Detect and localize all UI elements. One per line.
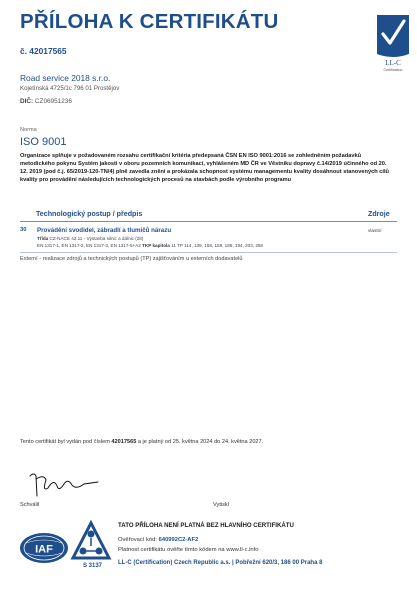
row-source: vlastní [368, 228, 382, 233]
norm-value: ISO 9001 [20, 136, 67, 148]
cai-number: S 3137 [83, 563, 103, 569]
validity-prefix: Tento certifikát byl vydán pod číslem [20, 439, 110, 445]
row-standards-rest: 11 TP 114, 139, 158, 159, 186, 194, 203, 258 [171, 243, 263, 248]
table-row [20, 226, 397, 258]
signature [24, 470, 104, 502]
logo-subtext: Certification [383, 68, 403, 72]
company-address: Kojetínská 4725/1c 796 01 Prostějov [20, 85, 120, 92]
iaf-text: IAF [35, 543, 53, 556]
certificate-number: č. 42017565 [20, 46, 67, 56]
validity-number: 42017565 [111, 439, 137, 445]
row-class-label: Třída [37, 236, 49, 241]
validity-statement [20, 439, 263, 445]
row-class [37, 236, 143, 241]
row-class-value: CZ-NACE 42.11 - Výstavba silnic a dálnic (28) [49, 236, 144, 241]
company-dic [20, 98, 72, 105]
dic-value: CZ06951236 [34, 98, 72, 105]
dic-label: DIČ: [20, 98, 34, 105]
iaf-logo [18, 531, 70, 565]
verify-label: Ověřovací kód: [118, 537, 157, 543]
llc-logo [374, 12, 412, 74]
table-header [20, 208, 397, 222]
footer-verify-code [118, 537, 198, 543]
column-source: Zdroje [368, 210, 390, 218]
issued-label: Vytiskl [213, 502, 229, 508]
logo-text: LL-C [385, 59, 401, 67]
approved-label: Schválil [20, 502, 40, 508]
row-standards-prefix: EN 1317-1, EN 1317-2, EN 1317-3, EN 1317-5+A2 [37, 243, 141, 248]
verify-code: 640992C2-AF2 [158, 537, 199, 543]
column-process: Technologický postup / předpis [36, 210, 143, 218]
row-standards [37, 243, 263, 248]
footer-company-line: LL-C (Certification) Czech Republic a.s. | Pobřežní 620/3, 186 00 Praha 8 [118, 560, 323, 566]
row-number: 30 [20, 227, 27, 233]
external-note: Externí - realizace zdrojů a technických postupů (TP) zajišťováním u externích dodavatelů [20, 256, 243, 262]
footer-validity-note: TATO PŘÍLOHA NENÍ PLATNÁ BEZ HLAVNÍHO CERTIFIKÁTU [118, 522, 294, 529]
row-standards-bold: TKP kapitola [142, 243, 170, 248]
row-divider [20, 252, 397, 253]
row-process-name: Provádění svodidel, zábradlí a tlumičů nárazu [37, 227, 172, 234]
norm-label: Norma [20, 127, 37, 133]
footer-verify-text: Platnost certifikátu ověřte tímto kódem na www.ll-c.info [118, 547, 259, 553]
validity-suffix: a je platný od 25. května 2024 do 24. května 2027. [137, 439, 264, 445]
certification-statement: Organizace splňuje v požadovaném rozsahu certifikační kritéria předepsaná ČSN EN ISO 9001:2016 se zohledněním požadavků metodického pokynu Systém jakosti v oboru pozemních komunikací, vyhlášeném MD ČR ve Věstníku dopravy č.14/2019 účinného od 20. 12. 2019 (pod č.j. 65/2019-120-TN/4) plně zavedla zněni a prokázala schopnost systému managementu kvality dosáhnout stanovených cílů kvality pro provádění následujících technologických procesů na stavbách podle výrobního programu [20, 153, 389, 183]
page-title: PŘÍLOHA K CERTIFIKÁTU [20, 10, 279, 33]
company-name: Road service 2018 s.r.o. [20, 73, 111, 83]
